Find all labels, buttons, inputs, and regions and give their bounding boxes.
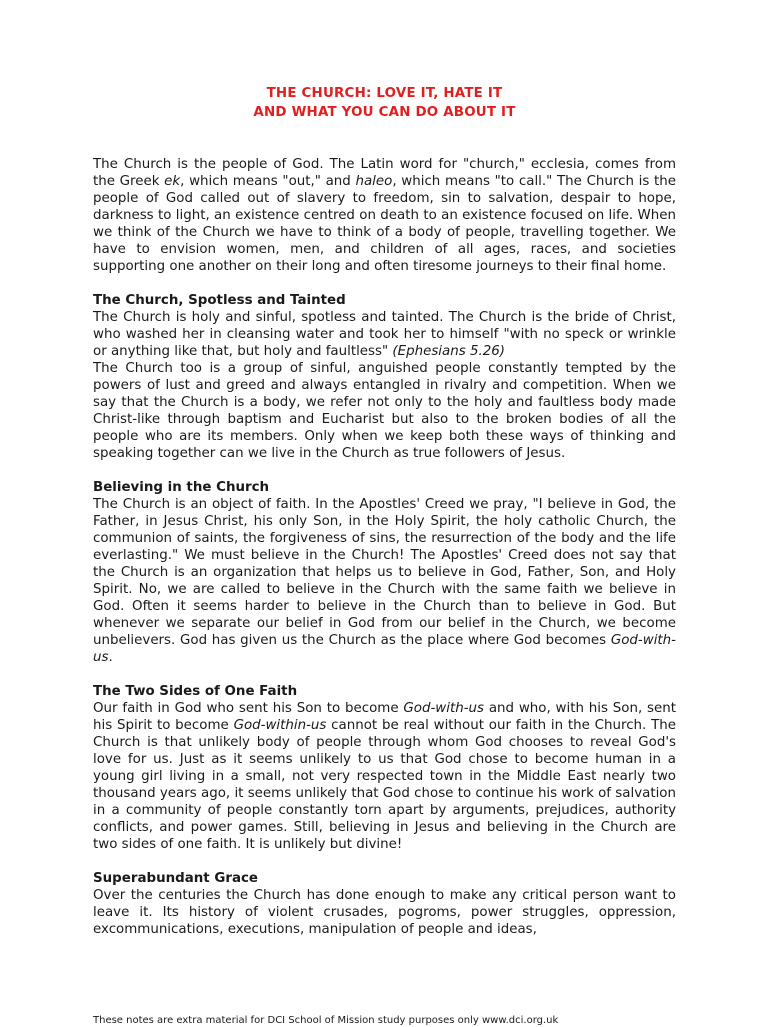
footer-note: These notes are extra material for DCI School of Mission study purposes only www.dci.org.uk [93,1015,559,1026]
intro-text-2: , which means "out," and [180,174,356,189]
emphasis-term: God-with-us [93,633,676,665]
intro-paragraph [93,156,676,275]
section-paragraph [93,700,676,853]
section-heading: The Two Sides of One Faith [93,684,298,699]
section-believing [93,479,676,666]
document-body [93,156,676,938]
section2-end: . [108,650,113,665]
emphasis-term: God-with-us [403,701,484,716]
intro-term-haleo: haleo [355,174,393,189]
section3-text-3: cannot be real without our faith in the Church. The Church is that unlikely body of people through whom God chooses to reveal God's love for us. Just as it seems unlikely to us that God chose to become human in a young girl living in a small, not very respected town in the Middle East nearly two thousand years ago, it seems unlikely that God chose to continue his work of salvation in a community of people constantly torn apart by arguments, prejudices, authority conflicts, and power games. Still, believing in Jesus and believing in the Church are two sides of one faith. It is unlikely but divine! [93,718,676,852]
section-two-sides [93,683,676,853]
section-paragraph: Over the centuries the Church has done enough to make any critical person want to leave it. Its history of violent crusades, pogroms, power struggles, oppression, excommunications, executions, manipulation of people and ideas, [93,888,676,937]
intro-text-3: , which means "to call." The Church is the people of God called out of slavery to freedom, sin to salvation, despair to hope, darkness to light, an existence centred on death to an existence focused on life. When we think of the Church we have to think of a body of people, travelling together. We have to envision women, men, and children of all ages, races, and societies supporting one another on their long and often tiresome journeys to their final home. [93,174,676,274]
title-line-2: AND WHAT YOU CAN DO ABOUT IT [253,105,516,120]
section-heading: Superabundant Grace [93,871,259,886]
section3-text-1: Our faith in God who sent his Son to become [93,701,404,716]
section-superabundant-grace [93,870,676,938]
title-line-1: THE CHURCH: LOVE IT, HATE IT [266,86,503,101]
section-heading: Believing in the Church [93,480,270,495]
section-paragraph: The Church too is a group of sinful, anguished people constantly tempted by the powers of lust and greed and always entangled in rivalry and competition. When we say that the Church is a body, we refer not only to the holy and faultless body made Christ-like through baptism and Eucharist but also to the broken bodies of all the people who are its members. Only when we keep both these ways of thinking and speaking together can we live in the Church as true followers of Jesus. [93,361,676,461]
section1-text: The Church is holy and sinful, spotless and tainted. The Church is the bride of Christ, who washed her in cleansing water and took her to himself "with no speck or wrinkle or anything like that, but holy and faultless" [93,310,676,359]
intro-term-ek: ek [164,174,181,189]
section-paragraph [93,496,676,666]
intro-text-1: The Church is the people of God. The Latin word for "church," ecclesia, comes from the Greek [93,157,676,189]
section-paragraph [93,309,676,360]
document-title [93,84,676,122]
section-spotless-tainted [93,292,676,462]
section3-text-2: and who, with his Son, sent his Spirit to become [93,701,676,733]
section-heading: The Church, Spotless and Tainted [93,293,346,308]
scripture-reference: (Ephesians 5.26) [392,344,505,359]
emphasis-term: God-within-us [233,718,327,733]
section2-text: The Church is an object of faith. In the Apostles' Creed we pray, "I believe in God, the Father, in Jesus Christ, his only Son, in the Holy Spirit, the holy catholic Church, the communion of saints, the forgiveness of sins, the resurrection of the body and the life everlasting." We must believe in the Church! The Apostles' Creed does not say that the Church is an organization that helps us to believe in God, Father, Son, and Holy Spirit. No, we are called to believe in the Church with the same faith we believe in God. Often it seems harder to believe in the Church than to believe in God. But whenever we separate our belief in God from our belief in the Church, we become unbelievers. God has given us the Church as the place where God becomes [93,497,676,648]
